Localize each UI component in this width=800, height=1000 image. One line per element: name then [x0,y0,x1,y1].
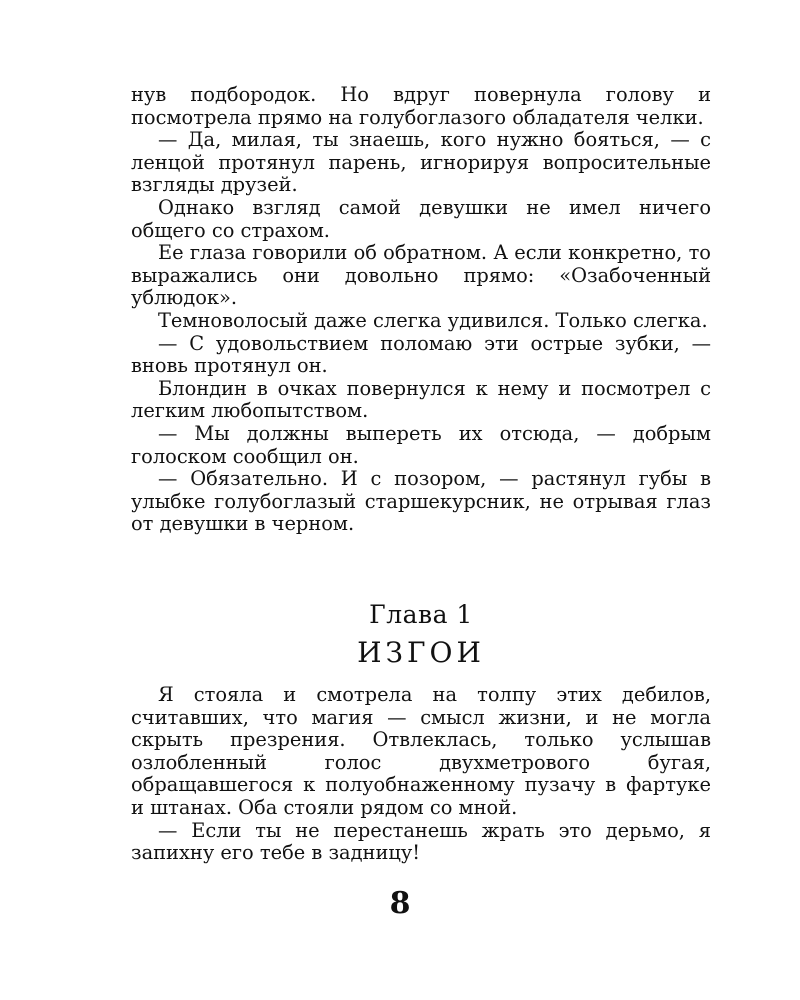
paragraph: Блондин в очках повернулся к нему и посмотрел с легким любопытством. [131,376,711,423]
chapter-text-block [131,684,711,865]
paragraph: — Если ты не перестанешь жрать это дерьмо, я запихну его тебе в задницу! [131,818,711,865]
paragraph: Ее глаза говорили об обратном. А если конкретно, то выражались они довольно прямо: «Озабоченный ублюдок». [131,241,711,310]
chapter-title: ИЗГОИ [357,636,485,669]
paragraph: Темноволосый даже слегка удивился. Только слегка. [158,308,708,332]
body-text-block [131,84,711,536]
paragraph: — С удовольствием поломаю эти острые зубки, — вновь протянул он. [131,331,711,378]
page-number: 8 [389,886,411,921]
chapter-number: Глава 1 [369,600,473,629]
paragraph: — Обязательно. И с позором, — растянул губы в улыбке голубоглазый старшекурсник, не отрывая глаз от девушки в черном. [131,467,711,536]
paragraph: — Да, милая, ты знаешь, кого нужно бояться, — с ленцой протянул парень, игнорируя вопросительные взгляды друзей. [131,128,711,197]
paragraph: Я стояла и смотрела на толпу этих дебилов, считавших, что магия — смысл жизни, и не могла скрыть презрения. Отвлеклась, только услышав озлобленный голос двухметрового бугая, обращавшегося к полуобнаженному пузачу в фартуке и штанах. Оба стояли рядом со мной. [131,683,711,819]
paragraph: Однако взгляд самой девушки не имел ничего общего со страхом. [131,195,711,242]
paragraph: — Мы должны выпереть их отсюда, — добрым голоском сообщил он. [131,421,711,468]
paragraph: нув подбородок. Но вдруг повернула голову и посмотрела прямо на голубоглазого обладателя челки. [131,83,711,129]
